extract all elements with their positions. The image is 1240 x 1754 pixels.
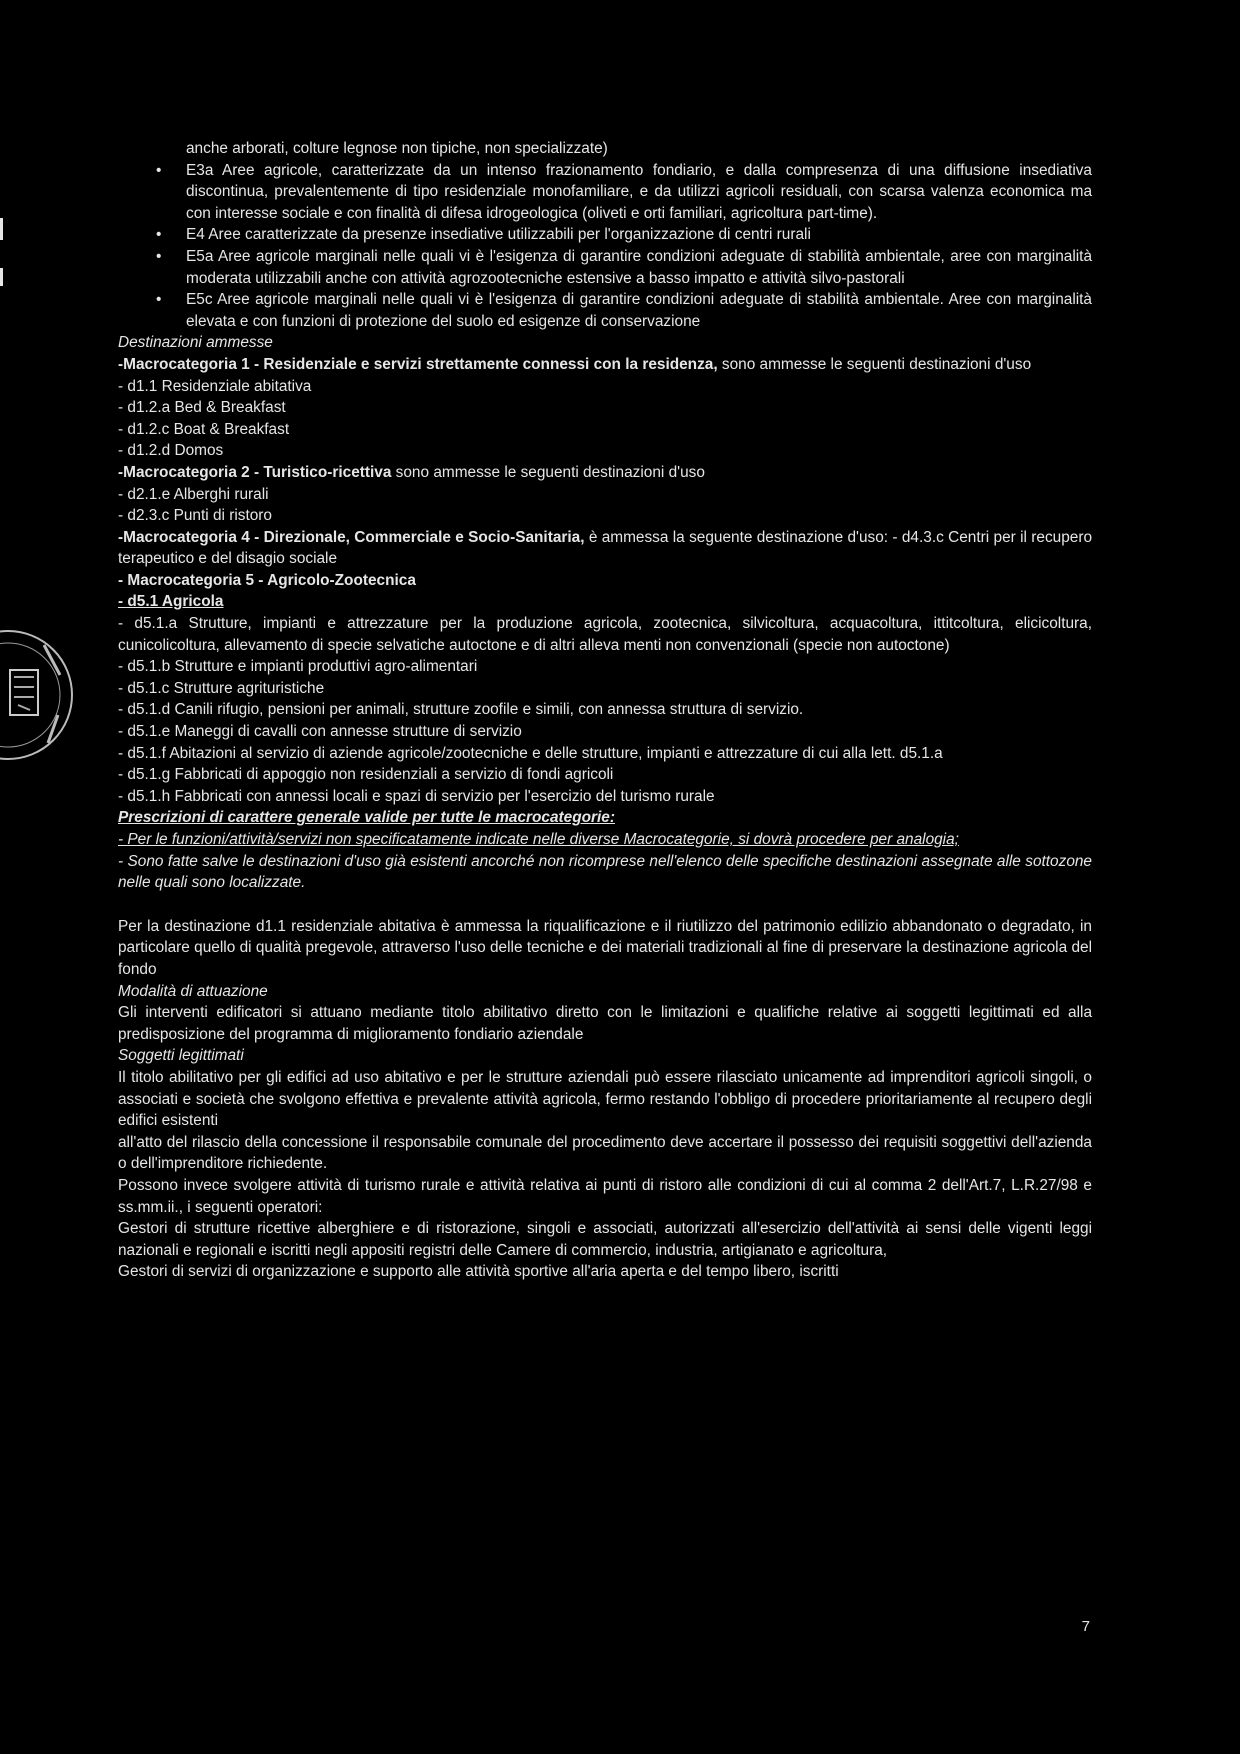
soggetti-heading: Soggetti legittimati (118, 1047, 244, 1065)
official-stamp (0, 615, 78, 775)
soggetti-paragraph: Il titolo abilitativo per gli edifici ad uso abitativo e per le strutture aziendali può essere rilasciato unicamente ad imprenditori agricoli singoli, o associati e società che svolgono effettiva e prevalente attività agricola, fermo restando l'obbligo di procedere prioritariamente al recupero degli edifici esistenti (118, 1068, 1092, 1130)
list-item: - d1.2.d Domos (118, 442, 224, 460)
paragraph-d11: Per la destinazione d1.1 residenziale abitativa è ammessa la riqualificazione e il riutilizzo del patrimonio edilizio abbandonato o degradato, in particolare quello di qualità pregevole, attraverso l'uso delle tecniche e dei materiali tradizionali al fine di preservare la destinazione agricola del fondo (118, 917, 1092, 978)
page-number: 7 (1081, 1618, 1090, 1635)
bullet-icon: • (156, 161, 162, 179)
scan-edge-mark (0, 218, 3, 240)
zone-list (118, 160, 1092, 333)
macro1-paragraph (118, 354, 1092, 376)
soggetti-paragraph: Gestori di servizi di organizzazione e supporto alle attività sportive all'aria aperta e del tempo libero, iscritti (118, 1263, 839, 1281)
bullet-icon: • (156, 291, 162, 309)
macro2-paragraph (118, 462, 1092, 484)
list-item: • E4 Aree caratterizzate da presenze insediative utilizzabili per l'organizzazione di centri rurali (118, 224, 1092, 246)
scan-edge-mark (0, 268, 3, 286)
macro2-title: -Macrocategoria 2 - Turistico-ricettiva (118, 463, 392, 481)
soggetti-paragraph: Possono invece svolgere attività di turismo rurale e attività relativa ai punti di ristoro alle condizioni di cui al comma 2 dell'Art.7, L.R.27/98 e ss.mm.ii., i seguenti operatori: (118, 1176, 1092, 1216)
soggetti-paragraph: Gestori di strutture ricettive alberghiere e di ristorazione, singoli e associati, autorizzati all'esercizio dell'attività ai sensi delle vigenti leggi nazionali e regionali e iscritti negli appositi registri delle Camere di commercio, industria, artigianato e agricoltura, (118, 1220, 1092, 1259)
list-item: - d5.1.c Strutture agrituristiche (118, 679, 325, 697)
list-item: - d1.1 Residenziale abitativa (118, 377, 312, 395)
list-item: - d5.1.b Strutture e impianti produttivi agro-alimentari (118, 658, 478, 676)
list-item: - d5.1.f Abitazioni al servizio di aziende agricole/zootecniche e delle strutture, impianti e attrezzature di cui alla lett. d5.1.a (118, 744, 943, 762)
prescrizioni-item: - Sono fatte salve le destinazioni d'uso già esistenti ancorché non ricomprese nell'elenco delle specifiche destinazioni assegnate alle sottozone nelle quali sono localizzate. (118, 852, 1092, 892)
macro5-title: - Macrocategoria 5 - Agricolo-Zootecnica (118, 571, 416, 589)
modalita-heading: Modalità di attuazione (118, 982, 268, 1000)
list-item: - d1.2.a Bed & Breakfast (118, 399, 286, 417)
list-item: • E3a Aree agricole, caratterizzate da un intenso frazionamento fondiario, e dalla compresenza di una diffusione insediativa discontinua, prevalentemente di tipo residenziale monofamiliare, e da utilizzi agricoli residuali, con scarsa valenza economica ma con interesse sociale e con finalità di difesa idrogeologica (oliveti e orti familiari, agricoltura part-time). (156, 161, 1092, 222)
list-item: - d2.1.e Alberghi rurali (118, 485, 269, 503)
document-body (118, 138, 1092, 1283)
macro1-rest: sono ammesse le seguenti destinazioni d'uso (717, 355, 1032, 373)
modalita-paragraph: Gli interventi edificatori si attuano mediante titolo abilitativo diretto con le limitazioni e qualifiche relative ai soggetti legittimati ed alla predisposizione del programma di miglioramento fondiario aziendale (118, 1004, 1092, 1043)
list-item: - d2.3.c Punti di ristoro (118, 507, 272, 525)
prescrizioni-item: - Per le funzioni/attività/servizi non specificatamente indicate nelle diverse Macrocategorie, si dovrà procedere per analogia; (118, 831, 959, 848)
macro4-rest: è ammessa la seguente destinazione d'uso: - d4.3.c Centri per il recupero terapeutico e del disagio sociale (118, 528, 1092, 568)
list-item: - d5.1.d Canili rifugio, pensioni per animali, strutture zoofile e simili, con annessa struttura di servizio. (118, 701, 804, 719)
destinazioni-heading: Destinazioni ammesse (118, 334, 273, 352)
intro-line: anche arborati, colture legnose non tipiche, non specializzate) (186, 140, 608, 157)
list-item: • E5a Aree agricole marginali nelle quali vi è l'esigenza di garantire condizioni adeguate di stabilità ambientale, aree con marginalità moderata utilizzabili anche con attività agrozootecniche estensive a basso impatto e attività silvo-pastorali (156, 247, 1092, 287)
list-item: - d5.1.e Maneggi di cavalli con annesse strutture di servizio (118, 723, 522, 741)
d51-title: - d5.1 Agricola (118, 593, 224, 611)
soggetti-paragraph: all'atto del rilascio della concessione il responsabile comunale del procedimento deve accertare il possesso dei requisiti soggettivi dell'azienda o dell'imprenditore richiedente. (118, 1133, 1092, 1173)
list-item: - d5.1.g Fabbricati di appoggio non residenziali a servizio di fondi agricoli (118, 766, 614, 784)
bullet-icon: • (156, 247, 162, 265)
macro4-title: -Macrocategoria 4 - Direzionale, Commerciale e Socio-Sanitaria, (118, 528, 585, 546)
macro2-rest: sono ammesse le seguenti destinazioni d'uso (391, 463, 705, 481)
macro4-paragraph (118, 527, 1092, 570)
bullet-icon: • (156, 226, 162, 244)
list-item: • E5c Aree agricole marginali nelle quali vi è l'esigenza di garantire condizioni adeguate di stabilità ambientale. Aree con marginalità elevata e con funzioni di protezione del suolo ed esigenze di conservazione (156, 291, 1092, 330)
spacer (118, 894, 1092, 916)
list-item: - d5.1.h Fabbricati con annessi locali e spazi di servizio per l'esercizio del turismo rurale (118, 787, 715, 805)
list-item: - d1.2.c Boat & Breakfast (118, 420, 290, 438)
macro1-title: -Macrocategoria 1 - Residenziale e servizi strettamente connessi con la residenza, (118, 355, 718, 373)
prescrizioni-heading: Prescrizioni di carattere generale valide per tutte le macrocategorie: (118, 809, 615, 827)
list-item: - d5.1.a Strutture, impianti e attrezzature per la produzione agricola, zootecnica, silvicoltura, acquacoltura, ittitcoltura, elicicoltura, cunicolicoltura, allevamento di specie selvatiche autoctone e di altri alleva menti non convenzionali (specie non autoctone) (118, 615, 1092, 654)
